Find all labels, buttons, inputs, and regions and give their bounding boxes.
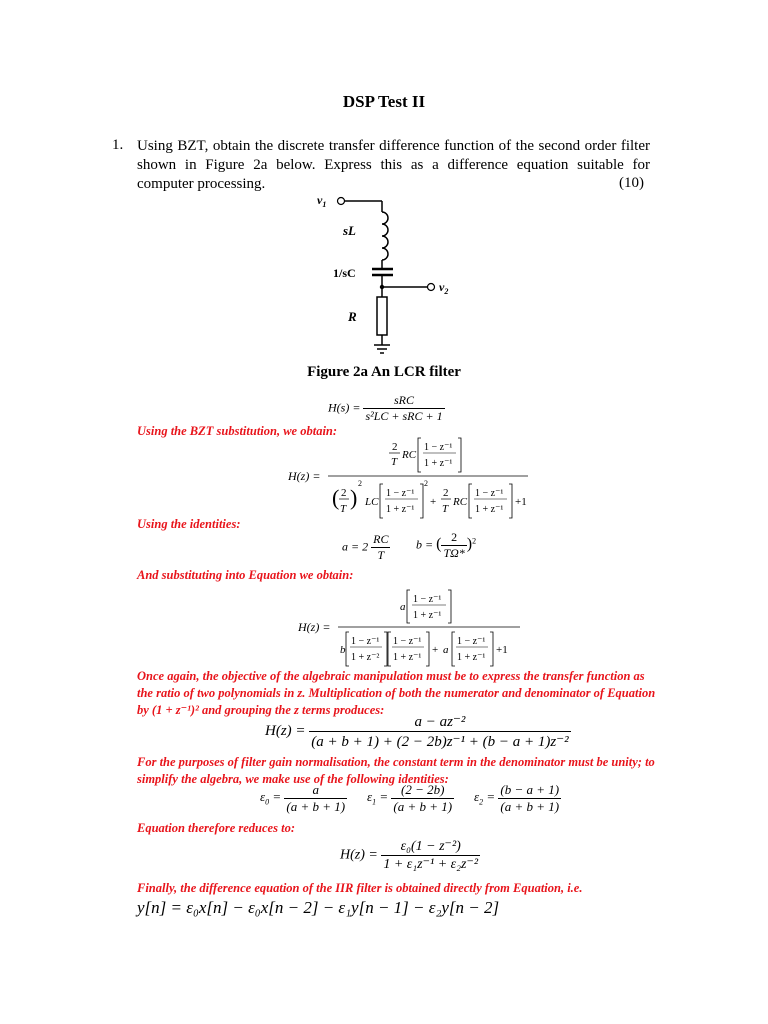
- capacitor-symbol: [372, 269, 393, 275]
- equation-hz-reduced: H(z) = $\frac{\text{ε₀(1 − z⁻²)}}{\text{1 + ε₁z⁻¹ + ε₂z⁻²}}$: [340, 839, 479, 872]
- svg-text:): ): [350, 485, 358, 510]
- svg-text:2: 2: [424, 479, 428, 488]
- svg-text:a: a: [443, 644, 449, 656]
- svg-text:+: +: [432, 644, 439, 656]
- question-number: 1.: [112, 137, 124, 153]
- label-capacitor: 1/sC: [333, 266, 356, 280]
- svg-text:H(z) =: H(z) =: [298, 620, 331, 634]
- label-v2: $v_2$: [439, 280, 449, 296]
- equation-hs: H(s) = $\frac{\text{sRC}}{\text{s²LC + sRC + 1}}$: [328, 393, 443, 423]
- equation-epsilon-2: $\varepsilon_2$ = $\frac{(b - a + 1)}{(a + b + 1)}$: [474, 782, 560, 814]
- label-resistor: R: [348, 309, 357, 324]
- svg-text:1 + z⁻²: 1 + z⁻²: [351, 652, 380, 663]
- svg-text:1 − z⁻¹: 1 − z⁻¹: [413, 594, 442, 605]
- question-marks: (10): [619, 175, 644, 191]
- svg-text:2: 2: [341, 487, 347, 499]
- svg-text:T: T: [442, 503, 449, 515]
- label-v1: $v_1$: [317, 193, 327, 209]
- svg-text:T: T: [391, 456, 398, 468]
- svg-text:H(z) =: H(z) =: [288, 469, 321, 483]
- svg-text:1 − z⁻¹: 1 − z⁻¹: [393, 636, 422, 647]
- svg-text:2: 2: [358, 479, 362, 488]
- svg-text:+1: +1: [515, 496, 527, 508]
- solution-reduces: Equation therefore reduces to:: [137, 821, 295, 835]
- solution-difference-equation-intro: Finally, the difference equation of the IIR filter is obtained directly from Equation, i.e.: [137, 881, 583, 895]
- inductor-symbol: [382, 212, 388, 260]
- svg-text:+1: +1: [496, 644, 508, 656]
- solution-identities-intro: Using the identities:: [137, 517, 241, 531]
- solution-gain-normalisation: For the purposes of filter gain normalisation, the constant term in the denominator must be unity; to simplify the algebra, we make use of the following identities:: [137, 755, 655, 786]
- svg-text:1 + z⁻¹: 1 + z⁻¹: [457, 652, 486, 663]
- v2-terminal: [428, 284, 435, 291]
- svg-text:1 − z⁻¹: 1 − z⁻¹: [424, 442, 453, 453]
- svg-text:1 + z⁻¹: 1 + z⁻¹: [386, 504, 415, 515]
- lcr-circuit-diagram: [300, 190, 470, 360]
- solution-substituting: And substituting into Equation we obtain:: [137, 568, 354, 582]
- figure-caption: Figure 2a An LCR filter: [307, 364, 461, 380]
- svg-text:LC: LC: [365, 496, 379, 508]
- svg-text:1 + z⁻¹: 1 + z⁻¹: [424, 458, 453, 469]
- svg-text:1 − z⁻¹: 1 − z⁻¹: [457, 636, 486, 647]
- equation-hz-ab: [298, 586, 528, 668]
- equation-epsilon-1: $\varepsilon_1$ = $\frac{(2 - 2b)}{(a + b + 1)}$: [367, 782, 453, 814]
- equation-hz-bzt: [288, 432, 538, 522]
- svg-text:RC: RC: [453, 496, 468, 508]
- svg-text:1 + z⁻¹: 1 + z⁻¹: [413, 610, 442, 621]
- v1-terminal: [338, 198, 345, 205]
- svg-text:T: T: [340, 503, 347, 515]
- equation-epsilon-0: $\varepsilon_0$ = $\frac{a}{(a + b + 1)}$: [260, 782, 346, 814]
- svg-text:2: 2: [443, 487, 449, 499]
- label-inductor: sL: [343, 223, 356, 238]
- svg-text:1 − z⁻¹: 1 − z⁻¹: [351, 636, 380, 647]
- svg-text:a: a: [400, 601, 406, 613]
- equation-a-identity: a = 2 $\frac{RC}{T}$: [342, 532, 389, 562]
- solution-bzt-substitution: Using the BZT substitution, we obtain:: [137, 424, 338, 438]
- equation-hz-polynomial: H(z) = $\frac{\text{a − az⁻²}}{\text{(a + b + 1) + (2 − 2b)z⁻¹ + (b − a + 1)z⁻²}}$: [265, 714, 569, 750]
- svg-text:b: b: [340, 644, 346, 656]
- svg-text:2: 2: [392, 441, 398, 453]
- question-text: Using BZT, obtain the discrete transfer difference function of the second order filter shown in Figure 2a below. Express this as a difference equation suitable for computer processing.: [137, 138, 650, 192]
- svg-text:1 + z⁻¹: 1 + z⁻¹: [393, 652, 422, 663]
- svg-text:+: +: [430, 496, 437, 508]
- equation-difference: y[n] = ε₀x[n] − ε₀x[n − 2] − ε₁y[n − 1] − ε₂y[n − 2]: [137, 898, 500, 917]
- svg-text:1 + z⁻¹: 1 + z⁻¹: [475, 504, 504, 515]
- svg-text:(: (: [332, 485, 340, 510]
- svg-text:1 − z⁻¹: 1 − z⁻¹: [475, 488, 504, 499]
- svg-text:1 − z⁻¹: 1 − z⁻¹: [386, 488, 415, 499]
- resistor-symbol: [377, 297, 387, 335]
- equation-b-identity: b = ( $\frac{2}{T\Omega*}$ )$^2$: [416, 530, 477, 560]
- solution-algebraic-manipulation: Once again, the objective of the algebraic manipulation must be to express the transfer function as the ratio of two polynomials in z. Multiplication of both the numerator and denominator of Equation by (1 + z⁻¹)² and grouping the z terms produces:: [137, 669, 656, 717]
- ground-icon: [374, 345, 390, 353]
- page-title: DSP Test II: [342, 92, 426, 111]
- svg-text:RC: RC: [402, 449, 417, 461]
